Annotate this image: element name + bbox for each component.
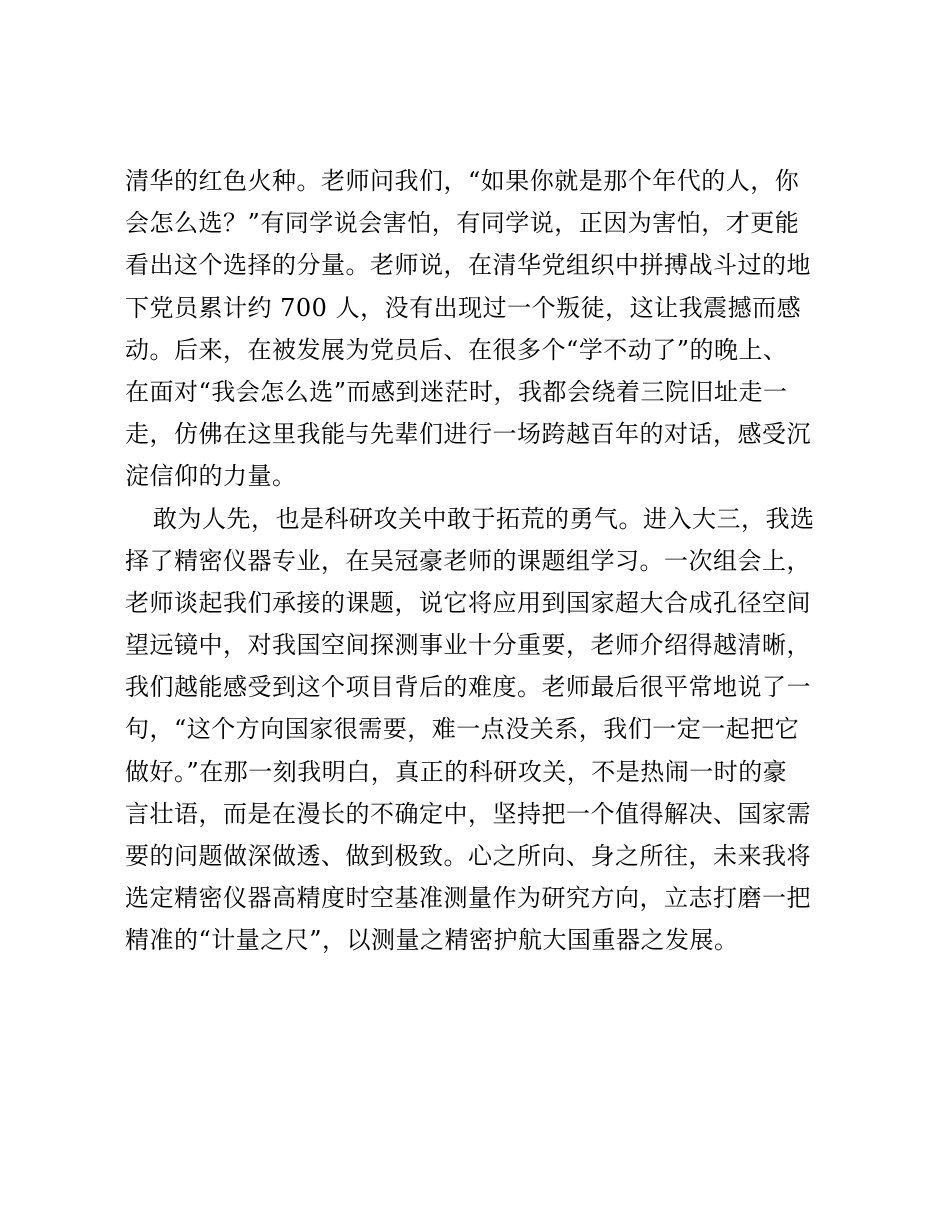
text-line: 淀信仰的力量。 bbox=[125, 462, 297, 491]
text-line: 要的问题做深做透、做到极致。心之所向、身之所往，未来我将 bbox=[125, 842, 811, 870]
text-line: 望远镜中，对我国空间探测事业十分重要，老师介绍得越清晰， bbox=[125, 631, 811, 660]
text-line: 句，“这个方向国家很需要，难一点没关系，我们一定一起把它 bbox=[125, 715, 800, 744]
body-text bbox=[125, 160, 825, 962]
text-line: 看出这个选择的分量。老师说，在清华党组织中拼搏战斗过的地 bbox=[125, 251, 811, 280]
text-line: 动。后来，在被发展为党员后、在很多个“学不动了”的晚上、 bbox=[125, 335, 788, 364]
text-line: 精准的“计量之尺”，以测量之精密护航大国重器之发展。 bbox=[125, 926, 739, 955]
paragraph-first-line: 敢为人先，也是科研攻关中敢于拓荒的勇气。进入大三，我选 bbox=[153, 504, 815, 533]
text-line: 清华的红色火种。老师问我们，“如果你就是那个年代的人，你 bbox=[125, 167, 800, 195]
text-line: 选定精密仪器高精度时空基准测量作为研究方向，立志打磨一把 bbox=[125, 884, 811, 913]
text-line: 言壮语，而是在漫长的不确定中，坚持把一个值得解决、国家需 bbox=[125, 799, 811, 828]
text-line: 下党员累计约 700 人，没有出现过一个叛徒，这让我震撼而感 bbox=[125, 293, 802, 322]
text-line: 在面对“我会怎么选”而感到迷茫时，我都会绕着三院旧址走一 bbox=[125, 377, 788, 406]
text-line: 会怎么选？”有同学说会害怕，有同学说，正因为害怕，才更能 bbox=[125, 209, 800, 238]
text-line: 我们越能感受到这个项目背后的难度。老师最后很平常地说了一 bbox=[125, 673, 811, 702]
text-line: 老师谈起我们承接的课题，说它将应用到国家超大合成孔径空间 bbox=[125, 588, 811, 617]
text-line: 择了精密仪器专业，在吴冠豪老师的课题组学习。一次组会上， bbox=[125, 546, 811, 575]
text-line: 做好。”在那一刻我明白，真正的科研攻关，不是热闹一时的豪 bbox=[125, 757, 788, 786]
text-line: 走，仿佛在这里我能与先辈们进行一场跨越百年的对话，感受沉 bbox=[125, 420, 811, 449]
